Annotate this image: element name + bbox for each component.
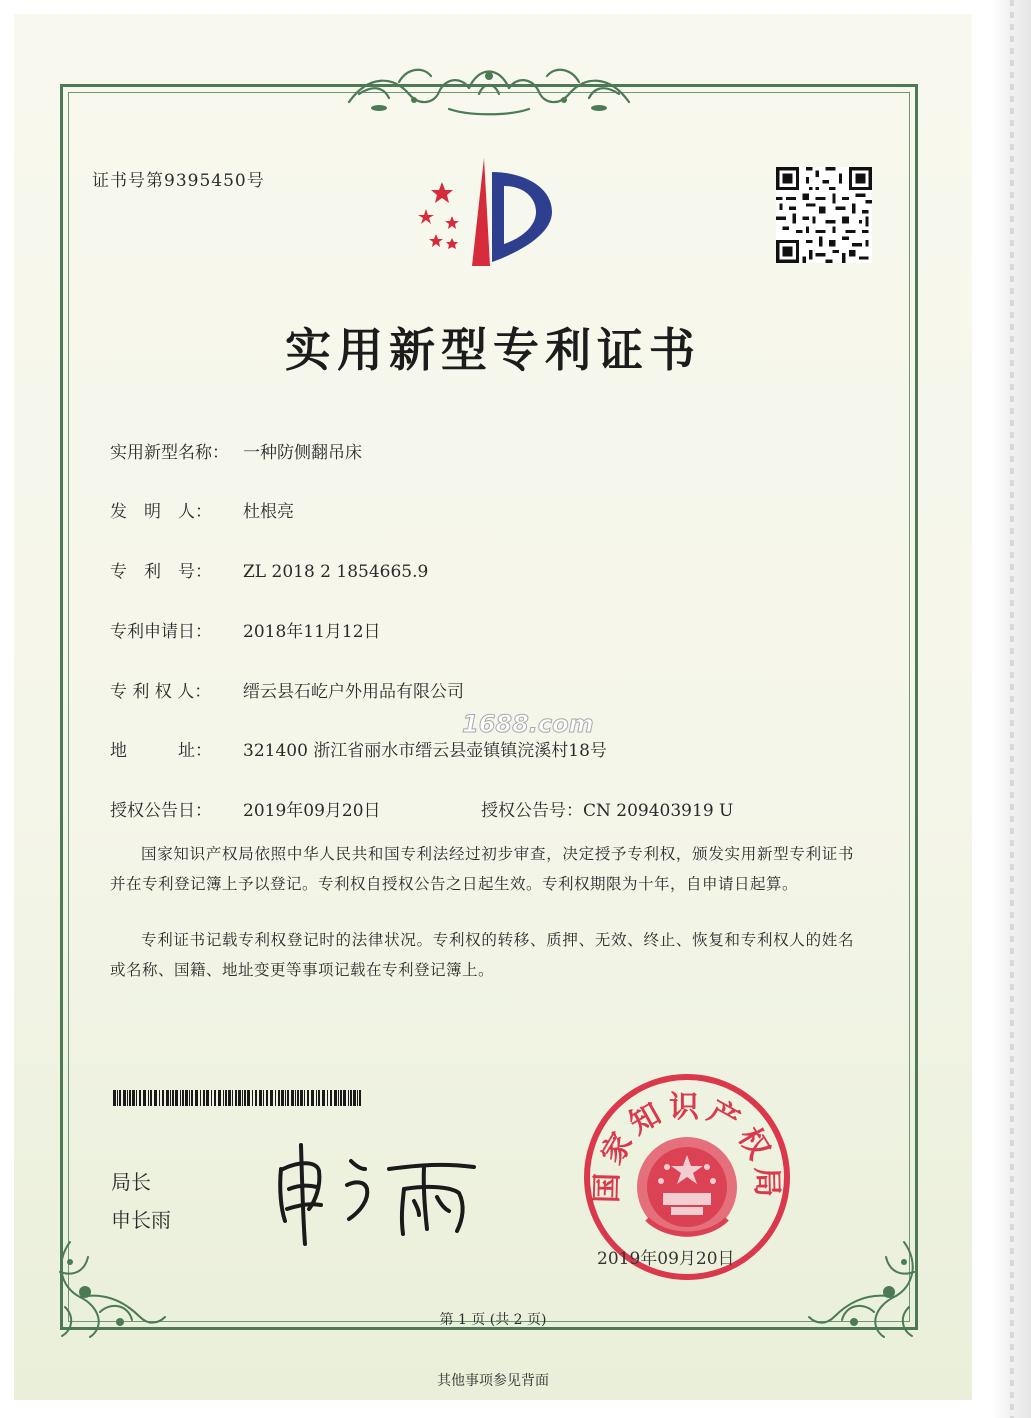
field-value: ZL 2018 2 1854665.9 bbox=[243, 562, 429, 582]
director-title: 局长 bbox=[111, 1170, 151, 1194]
field-patent-number bbox=[110, 557, 428, 582]
field-label: 专利申请日： bbox=[110, 622, 212, 642]
director-name: 申长雨 bbox=[111, 1208, 171, 1232]
scan-edge-strip bbox=[992, 0, 1031, 1418]
field-filing-date bbox=[110, 617, 381, 642]
field-patentee bbox=[110, 677, 464, 702]
seal-text: 国家知识产权局 bbox=[589, 1090, 785, 1204]
qr-code-icon bbox=[776, 167, 872, 263]
field-value: 2019年09月20日 bbox=[243, 801, 381, 821]
barcode-icon bbox=[113, 1090, 361, 1106]
field-value: 321400 浙江省丽水市缙云县壶镇镇浣溪村18号 bbox=[243, 741, 607, 761]
seal-date: 2019年09月20日 bbox=[597, 1249, 735, 1269]
document-title: 实用新型专利证书 bbox=[285, 323, 701, 377]
top-ornament-icon bbox=[339, 54, 639, 124]
field-value: 2018年11月12日 bbox=[243, 622, 381, 642]
field-label: 地 址： bbox=[110, 741, 212, 761]
field-label: 授权公告号： bbox=[481, 801, 583, 821]
field-publication-number bbox=[481, 796, 733, 821]
field-value: 一种防侧翻吊床 bbox=[243, 443, 362, 463]
field-grant-date bbox=[110, 796, 381, 821]
signature-icon bbox=[269, 1139, 484, 1249]
footer-note: 其他事项参见背面 bbox=[437, 1373, 549, 1389]
field-value: CN 209403919 U bbox=[583, 801, 734, 821]
field-utility-model-name bbox=[110, 438, 362, 463]
field-value: 缙云县石屹户外用品有限公司 bbox=[243, 682, 464, 702]
field-label: 专 利 号： bbox=[110, 562, 212, 582]
watermark-text: 1688.com bbox=[462, 710, 594, 738]
body-paragraph: 专利证书记载专利权登记时的法律状况。专利权的转移、质押、无效、终止、恢复和专利权人的姓名或名称、国籍、地址变更等事项记载在专利登记簿上。 bbox=[110, 931, 854, 979]
field-label: 发 明 人： bbox=[110, 502, 212, 522]
page-indicator: 第 1 页 (共 2 页) bbox=[439, 1312, 547, 1328]
field-label: 实用新型名称： bbox=[110, 443, 229, 463]
field-inventor bbox=[110, 497, 294, 522]
field-label: 授权公告日： bbox=[110, 801, 212, 821]
body-paragraph: 国家知识产权局依照中华人民共和国专利法经过初步审查，决定授予专利权，颁发实用新型专利证书并在专利登记簿上予以登记。专利权自授权公告之日起生效。专利权期限为十年，自申请日起算。 bbox=[110, 845, 854, 893]
patent-office-logo-icon bbox=[412, 154, 562, 274]
field-value: 杜根亮 bbox=[243, 502, 294, 522]
certificate-number: 证书号第9395450号 bbox=[92, 171, 265, 191]
certificate-page bbox=[14, 14, 972, 1400]
field-label: 专 利 权 人： bbox=[110, 682, 212, 702]
field-address bbox=[110, 736, 607, 761]
